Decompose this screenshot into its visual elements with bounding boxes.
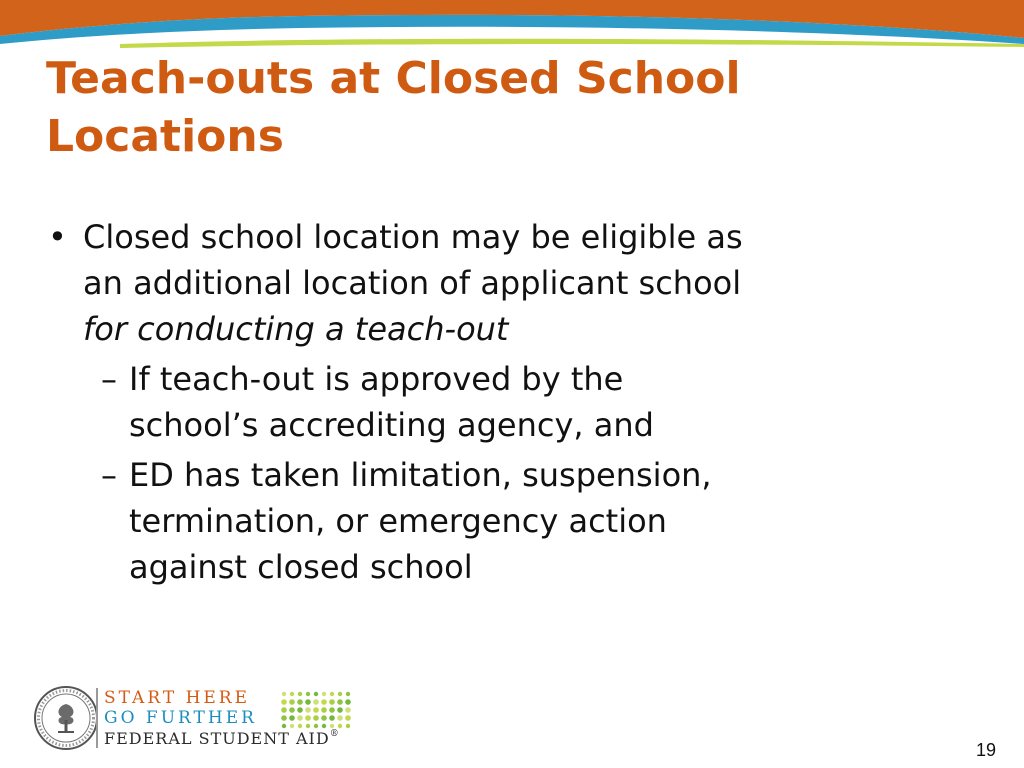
logo-start-here: START HERE bbox=[104, 688, 251, 708]
logo-dot bbox=[337, 699, 343, 705]
logo-divider bbox=[96, 688, 98, 748]
logo-dot bbox=[281, 699, 287, 705]
bullet-text-line-1: Closed school location may be eligible as bbox=[83, 218, 743, 256]
subbullet-ed-action bbox=[46, 452, 946, 590]
logo-dot bbox=[345, 707, 351, 713]
bullet-closed-school-location bbox=[46, 214, 946, 352]
federal-student-aid-logo bbox=[32, 684, 352, 754]
logo-dot bbox=[314, 692, 318, 696]
subbullet-text-line: termination, or emergency action bbox=[129, 502, 667, 540]
subbullet-text-line: ED has taken limitation, suspension, bbox=[129, 456, 712, 494]
logo-dot bbox=[321, 715, 327, 721]
logo-dot bbox=[305, 699, 311, 705]
logo-dot bbox=[290, 692, 294, 696]
logo-dot bbox=[298, 692, 302, 696]
logo-dot bbox=[322, 692, 326, 696]
logo-dot bbox=[297, 707, 303, 713]
logo-dot bbox=[345, 699, 351, 705]
logo-dot bbox=[338, 692, 342, 696]
logo-dot bbox=[290, 724, 294, 728]
logo-dot bbox=[346, 692, 350, 696]
logo-dot bbox=[298, 724, 302, 728]
logo-dot bbox=[346, 724, 350, 728]
bullet-text-line-3: for conducting a teach-out bbox=[83, 310, 509, 348]
logo-dot bbox=[338, 724, 342, 728]
slide-content bbox=[46, 214, 946, 590]
logo-dot bbox=[289, 699, 295, 705]
logo-dot bbox=[305, 707, 311, 713]
logo-dot-grid-icon bbox=[280, 690, 352, 730]
subbullet-text-line: against closed school bbox=[129, 548, 473, 586]
logo-dot bbox=[345, 715, 351, 721]
logo-dot bbox=[282, 692, 286, 696]
logo-dot bbox=[321, 699, 327, 705]
logo-dot bbox=[306, 692, 310, 696]
logo-dot bbox=[337, 715, 343, 721]
logo-dot bbox=[329, 715, 335, 721]
logo-federal-student-aid bbox=[104, 729, 340, 748]
logo-dot bbox=[282, 724, 286, 728]
logo-dot bbox=[306, 724, 310, 728]
logo-dot bbox=[322, 724, 326, 728]
logo-dot bbox=[281, 715, 287, 721]
logo-dot bbox=[329, 699, 335, 705]
slide-title: Teach-outs at Closed School Locations bbox=[46, 53, 741, 162]
logo-dot bbox=[305, 715, 311, 721]
logo-dot bbox=[297, 699, 303, 705]
bullet-text-line-2: an additional location of applicant school bbox=[83, 264, 742, 302]
department-of-education-seal-icon bbox=[32, 684, 100, 752]
logo-dot bbox=[313, 715, 319, 721]
subbullet-marker: – bbox=[101, 360, 117, 398]
logo-dot bbox=[289, 715, 295, 721]
subbullet-text-line: If teach-out is approved by the bbox=[129, 360, 624, 398]
logo-go-further: GO FURTHER bbox=[104, 708, 257, 728]
logo-dot bbox=[321, 707, 327, 713]
logo-fsa-text: FEDERAL STUDENT AID bbox=[104, 729, 330, 748]
logo-dot bbox=[330, 724, 334, 728]
logo-dot bbox=[289, 707, 295, 713]
logo-dot bbox=[313, 707, 319, 713]
logo-dot bbox=[297, 715, 303, 721]
logo-dot bbox=[314, 724, 318, 728]
registered-mark: ® bbox=[329, 729, 340, 739]
page-number: 19 bbox=[975, 740, 996, 760]
logo-dot bbox=[329, 707, 335, 713]
logo-dot bbox=[313, 699, 319, 705]
subbullet-accrediting-agency bbox=[46, 356, 946, 448]
logo-dot bbox=[330, 692, 334, 696]
subbullet-text-line: school’s accrediting agency, and bbox=[129, 406, 654, 444]
logo-dot bbox=[337, 707, 343, 713]
logo-dot bbox=[281, 707, 287, 713]
bullet-marker: • bbox=[48, 218, 67, 256]
subbullet-marker: – bbox=[101, 456, 117, 494]
